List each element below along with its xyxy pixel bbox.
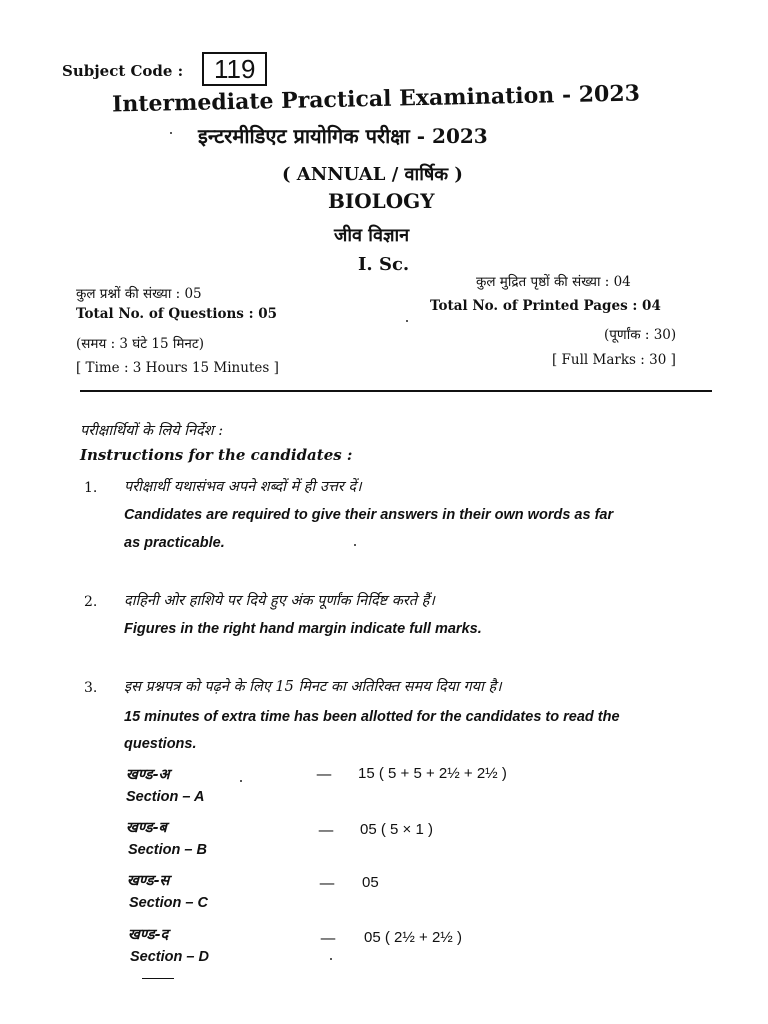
- section-a-en: Section – A: [126, 789, 205, 805]
- instruction-number: 1.: [84, 480, 98, 496]
- time-en: [ Time : 3 Hours 15 Minutes ]: [76, 360, 279, 376]
- section-d-marks: 05 ( 2½ + 2½ ): [364, 929, 462, 946]
- instruction-3-hi: इस प्रश्नपत्र को पढ़ने के लिए 15 मिनट का अतिरिक्त समय दिया गया है।: [124, 679, 502, 695]
- exam-title-hi: इन्टरमीडिएट प्रायोगिक परीक्षा - 2023: [198, 124, 488, 148]
- section-b-hi: खण्ड-ब: [126, 819, 167, 836]
- scan-speck: [406, 320, 408, 322]
- section-d-hi: खण्ड-द: [128, 926, 169, 943]
- instruction-number: 3.: [84, 680, 98, 696]
- exam-title-en: Intermediate Practical Examination - 2023: [111, 80, 641, 118]
- instruction-1-hi: परीक्षार्थी यथासंभव अपने शब्दों में ही उत्तर दें।: [124, 479, 362, 495]
- subject-code-box: 119: [202, 52, 267, 86]
- marks-en: [ Full Marks : 30 ]: [552, 352, 676, 368]
- instruction-3-en-line2: questions.: [124, 736, 197, 752]
- scan-speck: [354, 544, 356, 546]
- instruction-1-en-line2: as practicable.: [124, 535, 225, 551]
- footer-stub-rule: [142, 978, 174, 979]
- subject-name-hi: जीव विज्ञान: [334, 225, 410, 246]
- pages-count-en: Total No. of Printed Pages : 04: [430, 298, 661, 314]
- questions-count-hi: कुल प्रश्नों की संख्या : 05: [76, 286, 202, 302]
- section-d-en: Section – D: [130, 949, 209, 965]
- instruction-3-en-line1: 15 minutes of extra time has been allotted for the candidates to read the: [124, 709, 620, 725]
- section-b-dash: —: [318, 820, 334, 839]
- subject-name-en: BIOLOGY: [328, 189, 435, 213]
- section-a-marks: 15 ( 5 + 5 + 2½ + 2½ ): [358, 765, 507, 782]
- scan-speck: [240, 780, 242, 782]
- instruction-2-hi: दाहिनी ओर हाशिये पर दिये हुए अंक पूर्णांक निर्दिष्ट करते हैं।: [124, 593, 435, 609]
- section-a-hi: खण्ड-अ: [126, 766, 170, 783]
- marks-hi: (पूर्णांक : 30): [604, 327, 677, 343]
- questions-count-en: Total No. of Questions : 05: [76, 306, 278, 322]
- instruction-number: 2.: [84, 594, 98, 610]
- section-c-marks: 05: [362, 874, 379, 891]
- section-d-dash: —: [320, 928, 336, 947]
- scan-speck: [170, 132, 172, 134]
- scan-speck: [330, 958, 332, 960]
- pages-count-hi: कुल मुद्रित पृष्ठों की संख्या : 04: [476, 274, 631, 290]
- instruction-2-en-line1: Figures in the right hand margin indicate full marks.: [124, 621, 482, 637]
- header-divider: [80, 390, 712, 392]
- exam-annual: ( ANNUAL / वार्षिक ): [282, 164, 463, 185]
- section-c-hi: खण्ड-स: [127, 872, 170, 889]
- section-c-en: Section – C: [129, 895, 208, 911]
- time-hi: (समय : 3 घंटे 15 मिनट): [76, 336, 204, 352]
- instruction-1-en-line1: Candidates are required to give their answers in their own words as far: [124, 507, 614, 523]
- stream: I. Sc.: [358, 254, 410, 275]
- section-a-dash: —: [316, 764, 332, 783]
- section-b-en: Section – B: [128, 842, 207, 858]
- instructions-heading-hi: परीक्षार्थियों के लिये निर्देश :: [80, 423, 224, 439]
- subject-code-label: Subject Code :: [62, 62, 184, 80]
- section-b-marks: 05 ( 5 × 1 ): [360, 821, 433, 838]
- section-c-dash: —: [319, 873, 335, 892]
- instructions-heading-en: Instructions for the candidates :: [80, 446, 353, 464]
